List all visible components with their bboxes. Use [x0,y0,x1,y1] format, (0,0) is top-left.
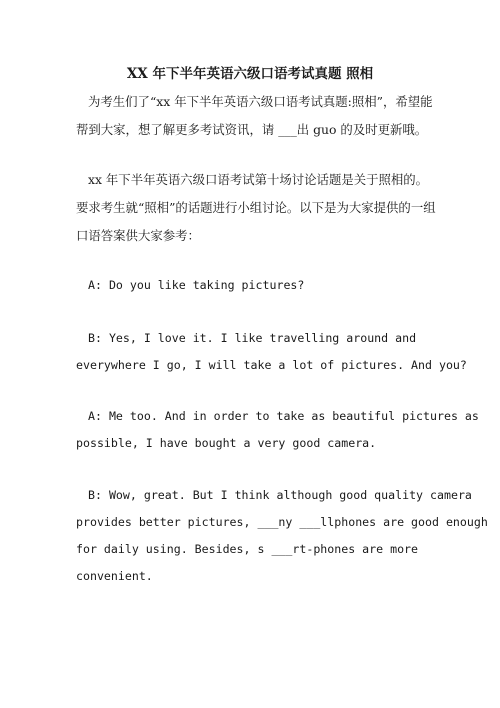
dialogue-line: provides better pictures, ___ny ___llphones are good enough [76,515,488,529]
dialogue-line: possible, I have bought a very good camera. [76,436,377,450]
document-title: XX 年下半年英语六级口语考试真题 照相 [126,66,374,82]
dialogue-line: for daily using. Besides, s ___rt-phones are more [76,542,419,556]
dialogue-line: B: Wow, great. But I think although good quality camera [88,488,472,502]
topic-paragraph: xx 年下半年英语六级口语考试第十场讨论话题是关于照相的。要求考生就“照相”的话题进行小组讨论。以下是为大家提供的一组口语答案供大家参考： [76,172,436,243]
dialogue-line: convenient. [76,569,153,583]
dialogue-line: A: Me too. And in order to take as beautiful pictures as [88,409,479,423]
intro-paragraph: 为考生们了“xx 年下半年英语六级口语考试真题:照相”，希望能帮到大家，想了解更多考试资讯，请 ___出 guo 的及时更新哦。 [76,94,433,137]
dialogue-line: everywhere I go, I will take a lot of pictures. And you? [76,358,467,372]
dialogue-line: A: Do you like taking pictures? [88,278,305,292]
dialogue-line: B: Yes, I love it. I like travelling around and [88,331,417,345]
